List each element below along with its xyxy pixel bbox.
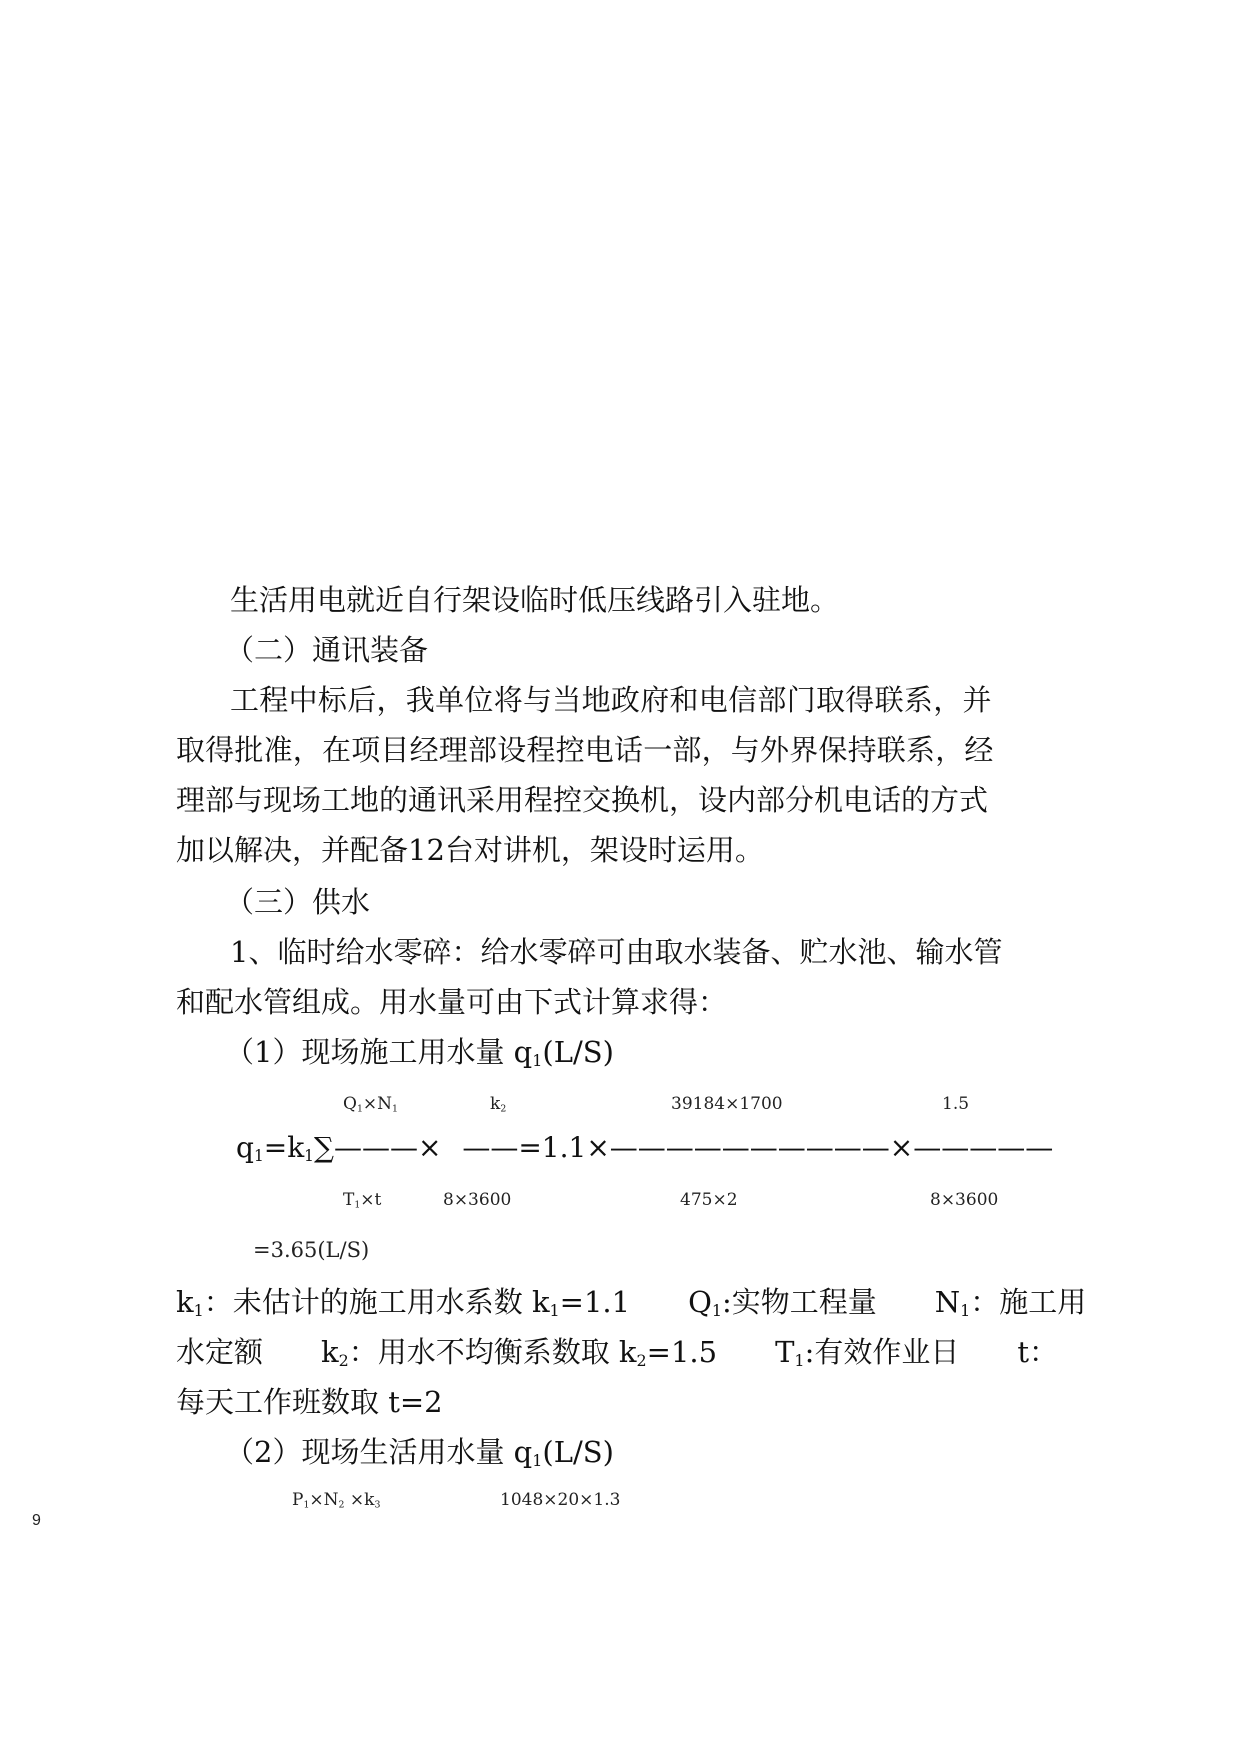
formula1-main-line: $q_1=k_1\sum———\times$ ——=1.1×——————————×————— — [236, 1131, 1054, 1165]
formula1-denominator-c: 475×2 — [680, 1190, 738, 1210]
definition-text: k — [176, 1285, 194, 1319]
definition-text: =1.5 T — [646, 1335, 795, 1369]
formula1-numerator-b: $k_2$ — [490, 1094, 507, 1115]
formula2-numerator-a: $P_1\times N_2 \times k_3$ — [292, 1490, 381, 1511]
paragraph-communication-1: 工程中标后，我单位将与当地政府和电信部门取得联系，并 — [230, 683, 992, 717]
subheading-living-water: （2）现场生活用水量 $q_1(L/S)$ — [225, 1435, 614, 1470]
definition-subscript: 1 — [193, 1300, 204, 1320]
definition-subscript: 1 — [549, 1300, 560, 1320]
definition-text: ：施工用 — [970, 1285, 1087, 1319]
heading-water-supply: （三）供水 — [225, 885, 371, 919]
definition-text: =1.1 Q — [559, 1285, 712, 1319]
definitions-line-2 — [176, 1334, 1058, 1379]
definition-text: ：未估计的施工用水系数 k — [203, 1285, 550, 1319]
definitions-line-1 — [176, 1284, 1086, 1329]
formula1-numerator-c: 39184×1700 — [671, 1094, 783, 1114]
definitions-line-3: 每天工作班数取 t=2 — [176, 1385, 443, 1419]
formula2-numerator-b: 1048×20×1.3 — [500, 1490, 621, 1510]
definition-subscript: 1 — [794, 1350, 805, 1370]
formula1-numerator-d: 1.5 — [942, 1094, 970, 1114]
paragraph-communication-4: 加以解决，并配备12台对讲机，架设时运用。 — [176, 833, 764, 867]
formula1-denominator-a: $T_1\times t$ — [343, 1190, 382, 1211]
definition-subscript: 1 — [960, 1300, 971, 1320]
paragraph-water-1: 1、临时给水零碎：给水零碎可由取水装备、贮水池、输水管 — [230, 935, 1003, 969]
definition-subscript: 2 — [338, 1350, 349, 1370]
heading-communication: （二）通讯装备 — [225, 633, 429, 667]
definition-subscript: 2 — [636, 1350, 647, 1370]
definition-subscript: 1 — [711, 1300, 722, 1320]
subheading-construction-water: （1）现场施工用水量 $q_1(L/S)$ — [225, 1035, 614, 1070]
definition-text: 水定额 k — [176, 1335, 339, 1369]
formula1-denominator-b: 8×3600 — [443, 1190, 512, 1210]
page-number: 9 — [32, 1512, 41, 1529]
formula1-denominator-d: 8×3600 — [930, 1190, 999, 1210]
paragraph-communication-3: 理部与现场工地的通讯采用程控交换机，设内部分机电话的方式 — [176, 783, 989, 817]
definition-text: ：用水不均衡系数取 k — [348, 1335, 637, 1369]
paragraph-communication-2: 取得批准，在项目经理部设程控电话一部，与外界保持联系，经 — [176, 733, 994, 767]
definition-text: :实物工程量 N — [722, 1285, 961, 1319]
formula1-result: =3.65(L/S) — [253, 1238, 370, 1262]
definition-text: :有效作业日 t： — [804, 1335, 1058, 1369]
paragraph-power: 生活用电就近自行架设临时低压线路引入驻地。 — [230, 583, 840, 617]
paragraph-water-2: 和配水管组成。用水量可由下式计算求得： — [176, 985, 728, 1019]
formula1-numerator-a: $Q_1\times N_1$ — [343, 1094, 398, 1115]
